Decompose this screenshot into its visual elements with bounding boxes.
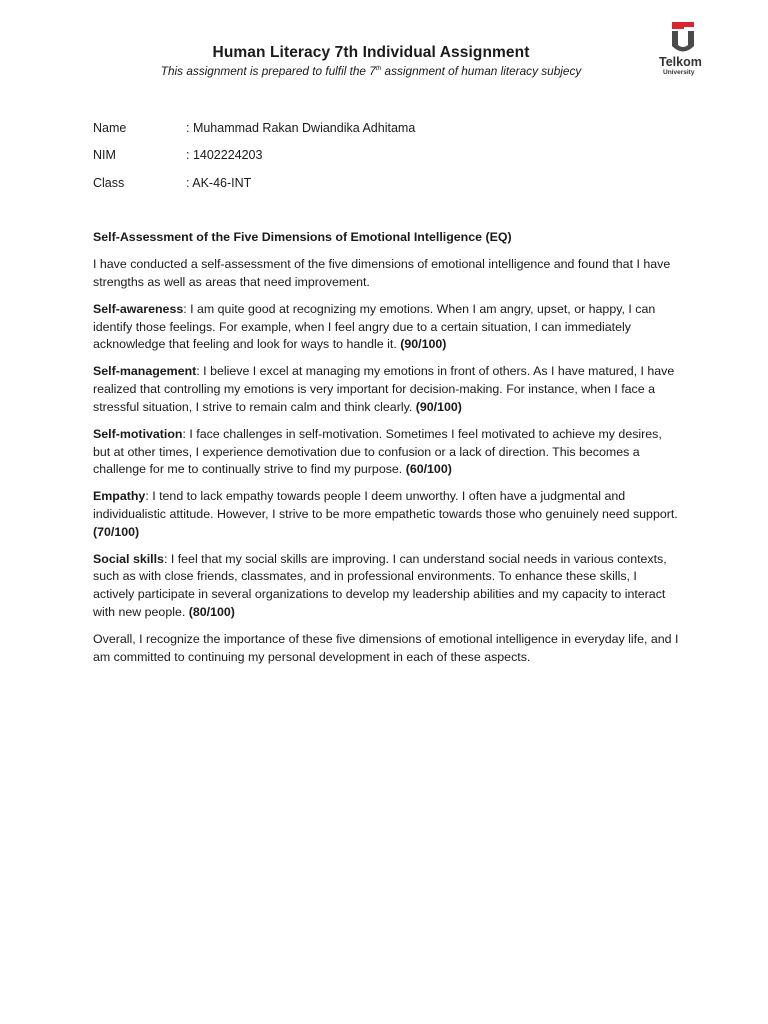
info-value: : Muhammad Rakan Dwiandika Adhitama: [186, 121, 416, 135]
dimension-text: : I am quite good at recognizing my emotions. When I am angry, upset, or happy, I can identify those feelings. For example, when I feel angry due to a certain situation, I can immediately acknowledge that feeling and look for ways to handle it.: [93, 301, 656, 352]
document-subtitle: [93, 64, 649, 78]
dimension-text: : I feel that my social skills are improving. I can understand social needs in various contexts, such as with close friends, classmates, and in professional environments. To enhance these skills, I actively participate in several organizations to develop my leadership abilities and my capacity to interact with new people.: [93, 551, 667, 619]
dimension-text: : I tend to lack empathy towards people I deem unworthy. I often have a judgmental and individualistic attitude. However, I strive to be more empathetic towards those who genuinely need support.: [93, 489, 678, 521]
dimension-text: : I believe I excel at managing my emotions in front of others. As I have matured, I have realized that controlling my emotions is very important for decision-making. For instance, when I face a stressful situation, I strive to remain calm and think clearly.: [93, 364, 675, 414]
dimension-paragraph-empathy: [93, 488, 679, 541]
telkom-university-logo-icon: [656, 20, 708, 76]
dimension-text: : I face challenges in self-motivation. Sometimes I feel motivated to achieve my desires, but at other times, I experience demotivation due to confusion or a lack of direction. This becomes a challenge for me to continually strive to find my purpose.: [93, 426, 662, 477]
logo-wordmark: Telkom: [659, 55, 702, 69]
subtitle-superscript: th: [375, 65, 382, 72]
dimension-paragraph-self-motivation: [93, 426, 679, 479]
dimension-paragraph-self-management: [93, 363, 679, 416]
info-label: Name: [93, 121, 127, 135]
dimension-term: Self-awareness: [93, 301, 184, 316]
section-heading: Self-Assessment of the Five Dimensions of Emotional Intelligence (EQ): [93, 230, 512, 244]
dimension-paragraph-social-skills: [93, 551, 679, 621]
dimension-score: (80/100): [188, 604, 235, 619]
info-label: Class: [93, 175, 125, 190]
dimension-score: (60/100): [405, 462, 452, 477]
info-value: : AK-46-INT: [186, 175, 252, 190]
dimension-paragraph-self-awareness: [93, 301, 679, 354]
dimension-term: Social skills: [93, 551, 164, 566]
document-title: Human Literacy 7th Individual Assignment: [212, 44, 530, 61]
dimension-term: Self-motivation: [93, 426, 183, 441]
logo-subword: University: [663, 69, 695, 76]
info-value: : 1402224203: [186, 148, 263, 163]
dimension-score: (90/100): [400, 337, 447, 352]
info-label: NIM: [93, 148, 116, 163]
subtitle-text-end: assignment of human literacy subjecy: [381, 64, 582, 78]
intro-paragraph: I have conducted a self-assessment of the five dimensions of emotional intelligence and found that I have strengths as well as areas that need improvement.: [93, 257, 671, 289]
dimension-term: Self-management: [93, 364, 197, 379]
dimension-score: (90/100): [415, 399, 462, 414]
subtitle-text: This assignment is prepared to fulfil the 7: [160, 64, 376, 78]
conclusion-paragraph: Overall, I recognize the importance of these five dimensions of emotional intelligence in everyday life, and I am committed to continuing my personal development in each of these aspects.: [93, 631, 679, 664]
dimension-score: (70/100): [93, 524, 140, 539]
dimension-term: Empathy: [93, 489, 146, 504]
document-body: [93, 229, 679, 676]
